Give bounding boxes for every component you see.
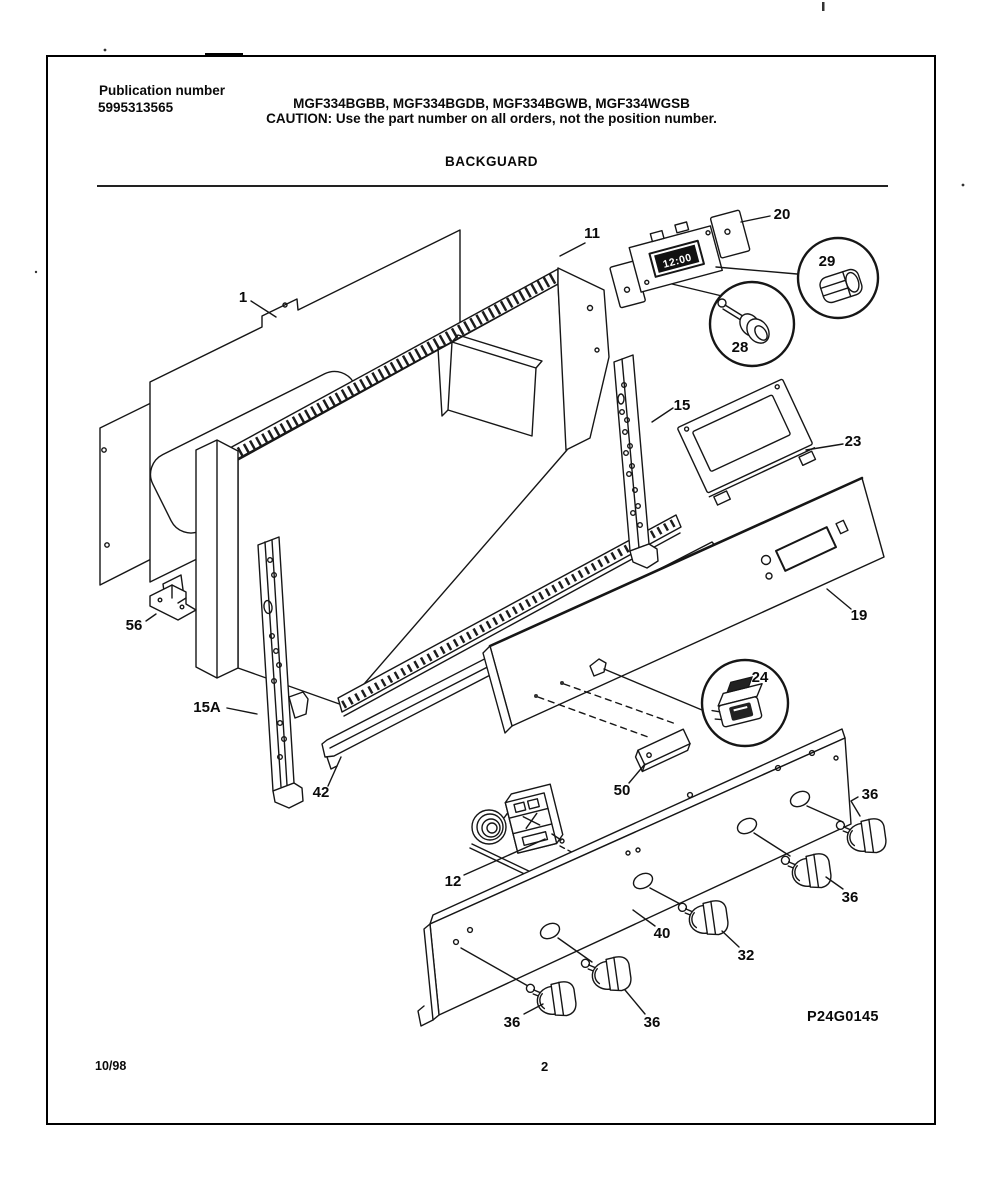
callout-label-15: 15 — [673, 397, 691, 414]
part-23-bezel-panel — [677, 379, 843, 507]
callout-label-36: 36 — [841, 889, 859, 906]
callout-label-29: 29 — [818, 253, 836, 270]
callout-label-40: 40 — [653, 925, 671, 942]
scan-noise — [35, 2, 965, 273]
page-number: 2 — [541, 1059, 549, 1074]
model-numbers: MGF334BGBB, MGF334BGDB, MGF334BGWB, MGF334WGSB — [293, 96, 690, 111]
callout-label-11: 11 — [584, 225, 600, 242]
callout-label-32: 32 — [737, 947, 755, 964]
callout-label-56: 56 — [125, 617, 143, 634]
part-28-shaft-detail — [710, 282, 794, 366]
section-title: BACKGUARD — [445, 154, 538, 169]
drawing-code: P24G0145 — [807, 1009, 879, 1025]
clock-display-text: 12:00 — [661, 251, 694, 271]
callout-label-36: 36 — [643, 1014, 661, 1031]
callout-label-19: 19 — [850, 607, 868, 624]
callout-label-42: 42 — [312, 784, 330, 801]
part-56-bracket — [146, 585, 196, 621]
callout-label-24: 24 — [751, 669, 769, 686]
date-code: 10/98 — [95, 1059, 127, 1073]
callout-label-1: 1 — [238, 289, 248, 306]
caution-note: CAUTION: Use the part number on all orders, not the position number. — [266, 111, 717, 126]
callout-label-15A: 15A — [193, 699, 221, 716]
publication-number: 5995313565 — [98, 100, 174, 115]
callout-label-36: 36 — [861, 786, 879, 803]
publication-label: Publication number — [99, 83, 226, 98]
callout-label-28: 28 — [731, 339, 749, 356]
callout-label-36: 36 — [503, 1014, 521, 1031]
part-40-control-rail — [418, 729, 851, 1026]
callout-label-20: 20 — [773, 206, 791, 223]
part-19-control-panel — [483, 478, 884, 733]
callout-label-50: 50 — [613, 782, 631, 799]
callout-label-23: 23 — [844, 433, 862, 450]
part-29-knob-detail — [798, 238, 878, 318]
callout-label-12: 12 — [444, 873, 462, 890]
